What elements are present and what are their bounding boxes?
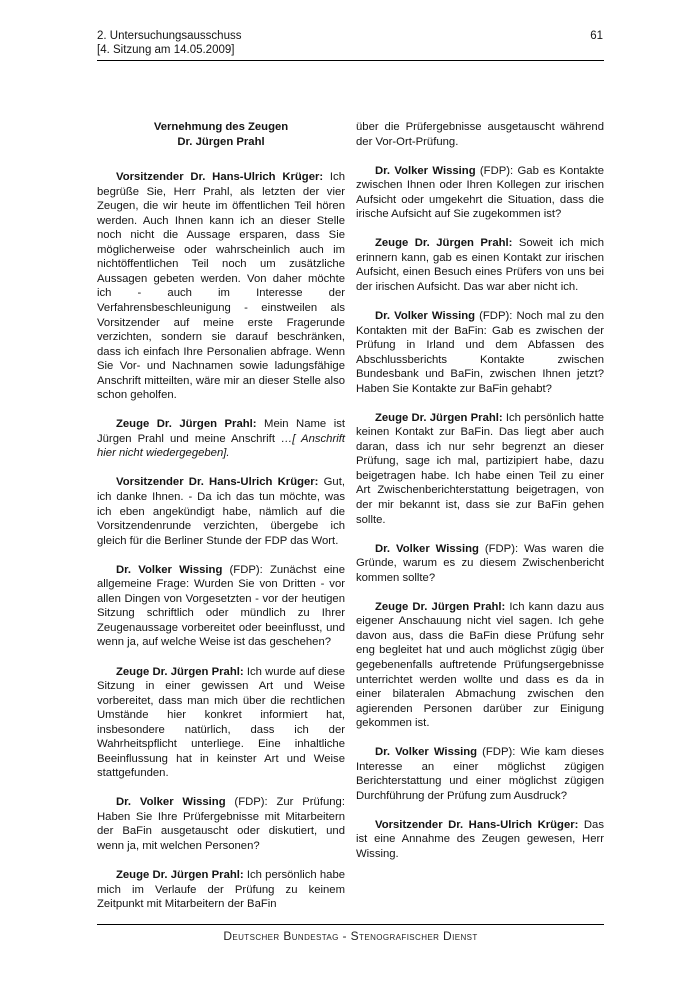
speech-paragraph: Zeuge Dr. Jürgen Prahl: Soweit ich mich erinnern kann, gab es einen Kontakt zur irischen Aufsicht, einen Besuch eines Prüfers von uns bei der irischen Aufsicht. Das war aber nicht ich. — [356, 237, 604, 293]
header-committee: 2. Untersuchungsausschuss — [97, 30, 242, 42]
speech-paragraph: Dr. Volker Wissing (FDP): Zunächst eine allgemeine Frage: Wurden Sie von Dritten - vor allen Dingen von Vorgesetzten - vor der heutigen Sitzung schriftlich oder mündlich zu Ihrer Zeugenaussage vorbereitet oder beeinflusst, und wenn ja, auf welche Weise ist das geschehen? — [97, 563, 345, 649]
speaker-name: Zeuge Dr. Jürgen Prahl: — [116, 665, 244, 678]
speaker-name: Zeuge Dr. Jürgen Prahl: — [116, 418, 257, 431]
section-title-line1: Vernehmung des Zeugen — [153, 121, 289, 133]
speaker-name: Dr. Volker Wissing — [375, 309, 476, 322]
page-footer: Deutscher Bundestag - Stenografischer Dienst — [223, 929, 478, 943]
speech-paragraph: Zeuge Dr. Jürgen Prahl: Mein Name ist Jürgen Prahl und meine Anschrift …[ Anschrift hier nicht wiedergegeben]. — [97, 418, 345, 460]
header-session: [4. Sitzung am 14.05.2009] — [97, 44, 235, 56]
speaker-name: Zeuge Dr. Jürgen Prahl: — [375, 411, 503, 424]
speech-paragraph: Zeuge Dr. Jürgen Prahl: Ich persönlich hatte keinen Kontakt zur BaFin. Das liegt aber auch daran, dass ich nur sehr begrenzt an dieser Prüfung, sage ich mal, partizipiert habe, dazu beigetragen habe. Ich habe einen Teil zu einer Art Zwischenberichterstattung beigetragen, von der mir bekannt ist, dass sie zur BaFin gehen sollte. — [356, 411, 605, 526]
speech-paragraph: Dr. Volker Wissing (FDP): Noch mal zu den Kontakten mit der BaFin: Gab es zwischen der Prüfung in Irland und dem Abfassen des Abschlussberichts Kontakte zwischen Bundesbank und BaFin, zwischen Ihnen jetzt? Haben Sie Kontakte zur BaFin gehabt? — [356, 309, 604, 395]
speaker-name: Vorsitzender Dr. Hans-Ulrich Krüger: — [375, 818, 579, 831]
speech-paragraph: Zeuge Dr. Jürgen Prahl: Ich wurde auf diese Sitzung in einer gewissen Art und Weise vorbereitet, dass man mich über die rechtlichen Umstände hier konkret informiert hat, insbesondere natürlich, dass ich der Wahrheitspflicht unterliege. Eine inhaltliche Beeinflussung hat in keinster Art und Weise stattgefunden. — [97, 665, 346, 780]
page-header — [97, 29, 604, 57]
speech-paragraph: Vorsitzender Dr. Hans-Ulrich Krüger: Ich begrüße Sie, Herr Prahl, als letzten der vier Zeugen, die wir heute im öffentlichen Teil hören werden. Auch Ihnen kann ich an dieser Stelle noch nicht die Aussage ersparen, dass Sie möglicherweise oder wahrscheinlich auch im nichtöffentlichen Teil noch um zusätzliche Aussagen gebeten werden. Von daher möchte ich - auch im Interesse der Verfahrensbeschleunigung - einstweilen als Vorsitzender auf meine erste Fragerunde verzichten, sondern sie darauf beschränken, dass ich einfach Ihre Personalien abfrage. Wenn Sie Vor- und Nachnamen sowie ladungsfähige Anschrift mitteilten, wäre mir an dieser Stelle also schon geholfen. — [97, 171, 345, 402]
speech-paragraph: Vorsitzender Dr. Hans-Ulrich Krüger: Das ist eine Annahme des Zeugen gewesen, Herr Wissing. — [356, 818, 604, 860]
speech-continuation: über die Prüfergebnisse ausgetauscht während der Vor-Ort-Prüfung. — [356, 121, 604, 148]
footer-rule — [97, 924, 604, 925]
speaker-name: Vorsitzender Dr. Hans-Ulrich Krüger: — [116, 171, 324, 184]
speaker-name: Dr. Volker Wissing — [375, 746, 478, 759]
speech-paragraph: Dr. Volker Wissing (FDP): Gab es Kontakte zwischen Ihnen oder Ihren Kollegen zur irischen Aufsicht oder umgekehrt die Situation, dass die irische Aufsicht auf Sie zugekommen ist? — [356, 164, 604, 221]
speech-paragraph: Dr. Volker Wissing (FDP): Was waren die Gründe, warum es zu diesem Zwischenbericht kommen sollte? — [356, 542, 604, 584]
speaker-name: Dr. Volker Wissing — [116, 796, 226, 809]
right-column — [356, 120, 604, 926]
speech-paragraph: Zeuge Dr. Jürgen Prahl: Ich persönlich habe mich im Verlaufe der Prüfung zu keinem Zeitpunkt mit Mitarbeitern der BaFin — [97, 869, 346, 911]
two-column-body — [97, 120, 604, 926]
speaker-name: Vorsitzender Dr. Hans-Ulrich Krüger: — [116, 476, 319, 489]
speaker-name: Dr. Volker Wissing — [375, 164, 476, 177]
speaker-name: Zeuge Dr. Jürgen Prahl: — [116, 869, 244, 882]
header-rule — [97, 60, 604, 61]
left-column — [97, 120, 345, 926]
speaker-name: Zeuge Dr. Jürgen Prahl: — [375, 600, 506, 613]
redaction-note: …[ Anschrift hier nicht wiedergegeben]. — [97, 432, 345, 460]
speaker-name: Zeuge Dr. Jürgen Prahl: — [375, 237, 513, 250]
speech-paragraph: Dr. Volker Wissing (FDP): Zur Prüfung: Haben Sie Ihre Prüfergebnisse mit Mitarbeitern der BaFin ausgetauscht oder diskutiert, und wenn ja, mit welchen Personen? — [97, 796, 345, 853]
speech-paragraph: Zeuge Dr. Jürgen Prahl: Ich kann dazu aus eigener Anschauung nicht viel sagen. Ich gehe davon aus, dass die BaFin diese Prüfung sehr eng begleitet hat und auch möglichst zügig über gegebenenfalls auftretende Prüfungsergebnisse unterrichtet werden wollte und dass es da in einer bilateralen Abmachung zwischen den agierenden Personen darüber zur Einigung gekommen ist. — [356, 600, 604, 730]
speech-paragraph: Vorsitzender Dr. Hans-Ulrich Krüger: Gut, ich danke Ihnen. - Da ich das tun möchte, was ich eben angekündigt habe, nämlich auf die Vorsitzendenrunde verzichten, übergebe ich gleich für die Berliner Stunde der FDP das Wort. — [97, 476, 345, 547]
speaker-name: Dr. Volker Wissing — [375, 542, 479, 555]
section-title-line2: Dr. Jürgen Prahl — [177, 135, 265, 148]
speech-paragraph: Dr. Volker Wissing (FDP): Wie kam dieses Interesse an einer möglichst zügigen Berichterstattung und einer möglichst zügigen Durchführung der Prüfung zum Ausdruck? — [356, 746, 604, 802]
speaker-name: Dr. Volker Wissing — [116, 563, 223, 576]
page-number: 61 — [590, 30, 603, 42]
section-title — [97, 120, 345, 149]
